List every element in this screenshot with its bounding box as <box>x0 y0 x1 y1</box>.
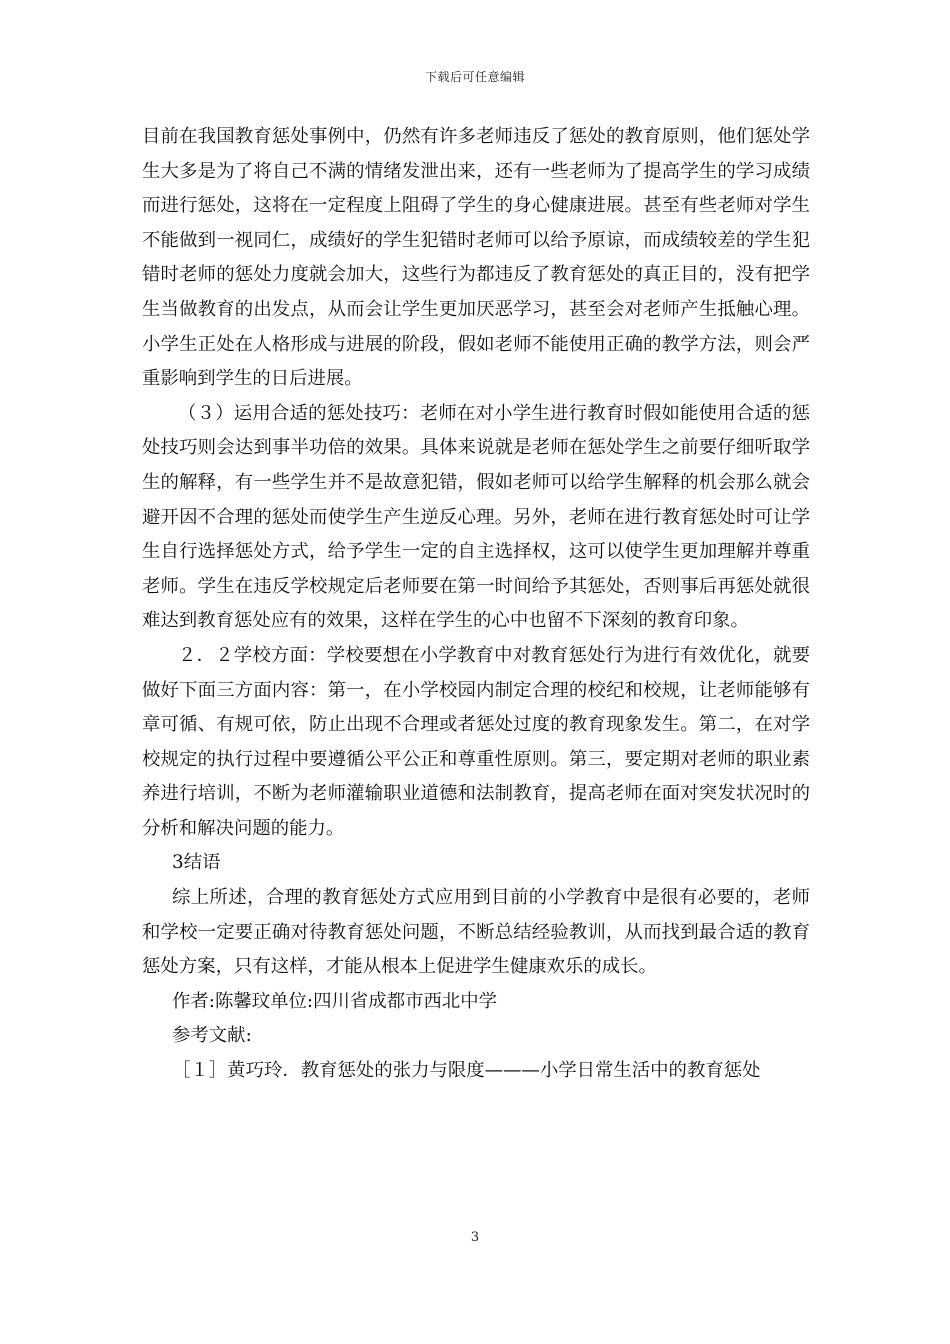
paragraph-conclusion: 综上所述，合理的教育惩处方式应用到目前的小学教育中是很有必要的，老师和学校一定要正确对待教育惩处问题，不断总结经验教训，从而找到最合适的教育惩处方案，只有这样，才能从根本上促进学生健康欢乐的成长。 <box>142 887 810 978</box>
page-header: 下载后可任意编辑 <box>424 70 525 84</box>
references-heading: 参考文献: <box>172 1025 252 1047</box>
section-heading-conclusion: 3结语 <box>172 852 221 874</box>
author-line: 作者:陈馨玟单位:四川省成都市西北中学 <box>172 990 498 1012</box>
document-body <box>142 120 810 1089</box>
reference-item: ［１］黄巧玲．教育惩处的张力与限度———小学日常生活中的教育惩处 <box>172 1060 761 1082</box>
page-number: 3 <box>470 1230 480 1245</box>
paragraph-school-aspect: ２．２学校方面：学校要想在小学教育中对教育惩处行为进行有效优化，就要做好下面三方面内容：第一，在小学校园内制定合理的校纪和校规，让老师能够有章可循、有规可依，防止出现不合理或者惩处过度的教育现象发生。第二，在对学校规定的执行过程中要遵循公平公正和尊重性原则。第三，要定期对老师的职业素养进行培训，不断为老师灌输职业道德和法制教育，提高老师在面对突发状况时的分析和解决问题的能力。 <box>142 644 810 839</box>
paragraph-discipline-examples: 目前在我国教育惩处事例中，仍然有许多老师违反了惩处的教育原则，他们惩处学生大多是为了将自己不满的情绪发泄出来，还有一些老师为了提高学生的学习成绩而进行惩处，这将在一定程度上阻碍了学生的身心健康进展。甚至有些老师对学生不能做到一视同仁，成绩好的学生犯错时老师可以给予原谅，而成绩较差的学生犯错时老师的惩处力度就会加大，这些行为都违反了教育惩处的真正目的，没有把学生当做教育的出发点，从而会让学生更加厌恶学习，甚至会对老师产生抵触心理。小学生正处在人格形成与进展的阶段，假如老师不能使用正确的教学方法，则会严重影响到学生的日后进展。 <box>142 126 810 390</box>
paragraph-discipline-techniques: （３）运用合适的惩处技巧：老师在对小学生进行教育时假如能使用合适的惩处技巧则会达到事半功倍的效果。具体来说就是老师在惩处学生之前要仔细听取学生的解释，有一些学生并不是故意犯错，假如老师可以给学生解释的机会那么就会避开因不合理的惩处而使学生产生逆反心理。另外，老师在进行教育惩处时可让学生自行选择惩处方式，给予学生一定的自主选择权，这可以使学生更加理解并尊重老师。学生在违反学校规定后老师要在第一时间给予其惩处，否则事后再惩处就很难达到教育惩处应有的效果，这样在学生的心中也留不下深刻的教育印象。 <box>142 402 810 632</box>
